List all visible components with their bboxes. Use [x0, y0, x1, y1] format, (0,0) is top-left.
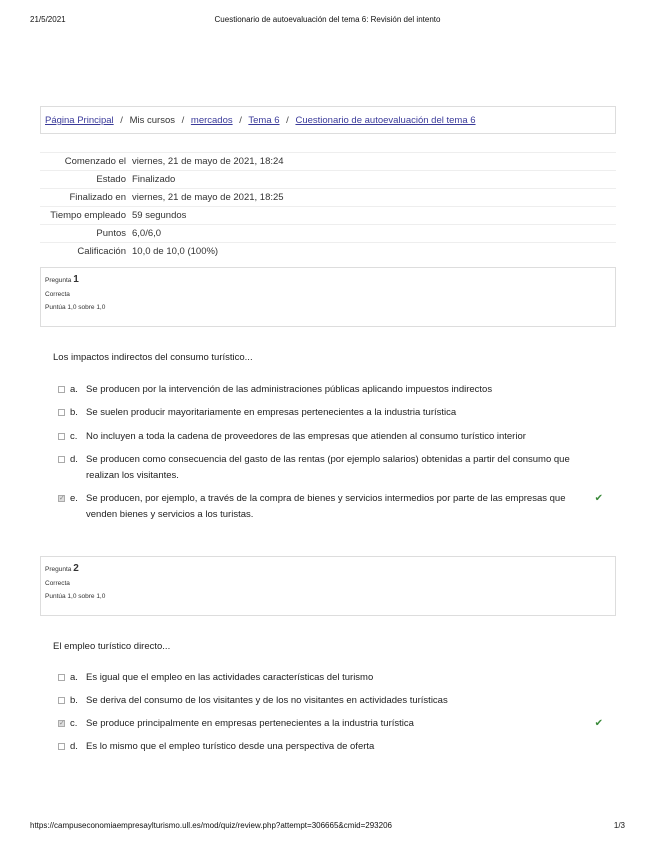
breadcrumb-quiz-link[interactable]: Cuestionario de autoevaluación del tema 6	[295, 115, 476, 126]
page-number: 1/3	[613, 821, 625, 830]
question-state: Correcta	[45, 291, 70, 298]
attempt-summary-table	[40, 152, 616, 260]
summary-row	[40, 170, 616, 188]
summary-value: Finalizado	[132, 174, 176, 185]
option-text: Se produce principalmente en empresas pertenecientes a la industria turística	[86, 718, 414, 729]
question-number-value: 2	[73, 563, 79, 574]
answer-option	[58, 452, 603, 484]
option-text: Es lo mismo que el empleo turístico desde una perspectiva de oferta	[86, 741, 375, 752]
question-label: Pregunta	[45, 277, 72, 284]
summary-label: Puntos	[96, 228, 126, 239]
print-url: https://campuseconomiaempresaylturismo.ull.es/mod/quiz/review.php?attempt=306665&cmid=293206	[30, 821, 392, 830]
summary-value: viernes, 21 de mayo de 2021, 18:25	[132, 192, 284, 203]
option-letter: a.	[70, 384, 78, 395]
checkbox-icon[interactable]	[58, 697, 65, 704]
question-number	[45, 563, 611, 574]
answer-option	[58, 405, 603, 421]
question-grade: Puntúa 1,0 sobre 1,0	[45, 304, 106, 311]
answer-option	[58, 382, 603, 398]
checkbox-icon[interactable]	[58, 456, 65, 463]
answer-option	[58, 693, 603, 709]
question-info-1	[40, 267, 616, 327]
question-number	[45, 274, 611, 285]
question-state: Correcta	[45, 580, 70, 587]
check-icon: ✔	[594, 718, 603, 729]
print-date: 21/5/2021	[30, 15, 66, 24]
print-header	[30, 15, 625, 27]
answer-option-selected	[58, 491, 603, 523]
option-text: Es igual que el empleo en las actividades características del turismo	[86, 672, 374, 683]
answer-option	[58, 429, 603, 445]
option-text: Se deriva del consumo de los visitantes y de los no visitantes en actividades turísticas	[86, 695, 448, 706]
summary-row	[40, 224, 616, 242]
option-letter: a.	[70, 672, 78, 683]
checkbox-icon[interactable]	[58, 409, 65, 416]
option-letter: b.	[70, 695, 78, 706]
answer-option-selected	[58, 716, 603, 732]
summary-value: 10,0 de 10,0 (100%)	[132, 246, 219, 257]
option-text: Se suelen producir mayoritariamente en empresas pertenecientes a la industria turística	[86, 407, 457, 418]
option-letter: c.	[70, 718, 78, 729]
checkbox-icon[interactable]	[58, 674, 65, 681]
summary-value: viernes, 21 de mayo de 2021, 18:24	[132, 156, 284, 167]
breadcrumb-my-courses: Mis cursos	[129, 115, 175, 126]
print-footer	[30, 821, 625, 833]
checkbox-icon[interactable]	[58, 720, 65, 727]
checkbox-icon[interactable]	[58, 386, 65, 393]
option-text: No incluyen a toda la cadena de proveedores de las empresas que atienden al consumo turístico interior	[86, 431, 526, 442]
option-letter: b.	[70, 407, 78, 418]
option-text: Se producen como consecuencia del gasto de las rentas (por ejemplo salarios) obtenidas a partir del consumo que realizan los visitantes.	[86, 454, 570, 481]
summary-label: Calificación	[77, 246, 126, 257]
summary-row	[40, 242, 616, 260]
option-text: Se producen, por ejemplo, a través de la compra de bienes y servicios intermedios por parte de las empresas que venden bienes y servicios a los turistas.	[86, 493, 566, 520]
question-label: Pregunta	[45, 566, 72, 573]
checkbox-icon[interactable]	[58, 433, 65, 440]
check-icon: ✔	[594, 493, 603, 504]
option-letter: c.	[70, 431, 78, 442]
question-text: Los impactos indirectos del consumo turístico...	[53, 352, 253, 363]
breadcrumb-separator: /	[286, 115, 289, 126]
option-letter: d.	[70, 741, 78, 752]
checkbox-icon[interactable]	[58, 495, 65, 502]
summary-row	[40, 152, 616, 170]
option-letter: d.	[70, 454, 78, 465]
option-text: Se producen por la intervención de las administraciones públicas aplicando impuestos indirectos	[86, 384, 493, 395]
question-info-2	[40, 556, 616, 616]
breadcrumb-topic-link[interactable]: Tema 6	[248, 115, 280, 126]
breadcrumb-separator: /	[120, 115, 123, 126]
breadcrumb	[40, 106, 616, 134]
summary-row	[40, 206, 616, 224]
breadcrumb-separator: /	[239, 115, 242, 126]
summary-row	[40, 188, 616, 206]
question-number-value: 1	[73, 274, 79, 285]
breadcrumb-home-link[interactable]: Página Principal	[45, 115, 114, 126]
summary-label: Estado	[96, 174, 126, 185]
summary-label: Comenzado el	[64, 156, 126, 167]
question-grade: Puntúa 1,0 sobre 1,0	[45, 593, 106, 600]
summary-value: 6,0/6,0	[132, 228, 162, 239]
print-title: Cuestionario de autoevaluación del tema 6: Revisión del intento	[214, 15, 441, 24]
summary-label: Finalizado en	[69, 192, 126, 203]
checkbox-icon[interactable]	[58, 743, 65, 750]
summary-label: Tiempo empleado	[50, 210, 126, 221]
answer-option	[58, 739, 603, 755]
summary-value: 59 segundos	[132, 210, 187, 221]
breadcrumb-course-link[interactable]: mercados	[190, 115, 233, 126]
answer-option	[58, 670, 603, 686]
breadcrumb-separator: /	[181, 115, 185, 126]
option-letter: e.	[70, 493, 78, 504]
question-text: El empleo turístico directo...	[53, 641, 171, 652]
